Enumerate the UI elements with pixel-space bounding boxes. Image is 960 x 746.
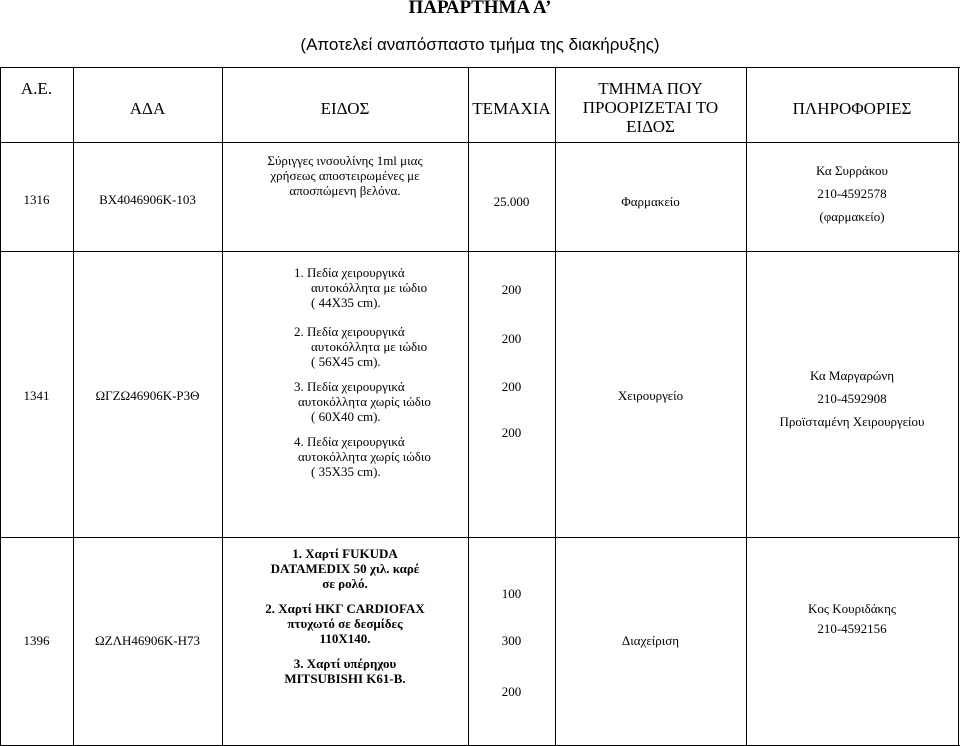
contact-name: Κος Κουριδάκης: [807, 601, 897, 616]
items-table: [0, 67, 960, 746]
item-line: Χαρτί υπέρηχου: [306, 656, 397, 671]
row-department: Φαρμακείο: [621, 194, 680, 209]
list-item: [222, 546, 468, 591]
item-number: 2.: [294, 324, 304, 339]
item-number: 3.: [294, 379, 304, 394]
list-item: [294, 379, 405, 394]
item-line: αυτοκόλλητα με ιώδιο: [311, 339, 428, 354]
item-number: 3.: [293, 656, 304, 671]
item-line: ( 35Χ35 cm).: [311, 464, 381, 479]
contact-name: Κα Μαργαρώνη: [809, 368, 895, 383]
table-rule: [0, 251, 960, 252]
contact-name: Κα Συρράκου: [816, 163, 888, 178]
contact-note: Προϊσταμένη Χειρουργείου: [779, 414, 925, 429]
list-item: [294, 265, 405, 280]
item-number: 4.: [294, 434, 304, 449]
row-ae: 1341: [23, 388, 50, 403]
table-rule: [0, 67, 960, 68]
row-quantity: 25.000: [493, 194, 530, 209]
item-line: Πεδία χειρουργικά: [307, 265, 405, 280]
item-line: MITSUBISHI K61-B.: [284, 671, 406, 686]
item-line: DATAMEDIX 50 χιλ. καρέ: [270, 561, 420, 576]
item-line: ( 44Χ35 cm).: [311, 295, 381, 310]
item-line: ( 60Χ40 cm).: [311, 409, 381, 424]
row-quantity: 200: [501, 282, 522, 297]
row-department: Διαχείριση: [621, 633, 680, 648]
row-quantity: 200: [501, 684, 522, 699]
item-line: αυτοκόλλητα χωρίς ιώδιο: [298, 449, 431, 464]
item-line: [222, 656, 468, 671]
item-line: Χαρτί ΗΚΓ CARDIOFAX: [278, 601, 425, 616]
row-ae: 1316: [23, 192, 50, 207]
item-line: Πεδία χειρουργικά: [307, 324, 405, 339]
row-item-description: [222, 153, 468, 198]
item-line: [222, 601, 468, 616]
contact-phone: 210-4592578: [817, 186, 887, 201]
row-contact: [746, 364, 958, 433]
row-ada: ΩΖΛΗ46906Κ-Η73: [94, 633, 201, 648]
item-line: αυτοκόλλητα χωρίς ιώδιο: [298, 394, 431, 409]
row-ae: 1396: [23, 633, 50, 648]
row-quantity: 200: [501, 379, 522, 394]
row-department: Χειρουργείο: [617, 388, 684, 403]
item-line: [222, 546, 468, 561]
row-ada: ΩΓΖΩ46906Κ-Ρ3Θ: [95, 388, 200, 403]
list-item: [222, 656, 468, 686]
item-line: Πεδία χειρουργικά: [307, 434, 405, 449]
row-ada: ΒΧ4046906Κ-103: [99, 192, 196, 207]
table-rule: [0, 142, 960, 143]
item-line: Πεδία χειρουργικά: [307, 379, 405, 394]
row-quantity: 200: [501, 331, 522, 346]
row-contact: [746, 159, 958, 228]
page-subtitle: (Αποτελεί αναπόσπαστο τμήμα της διακήρυξης): [300, 35, 660, 54]
header-ae: Α.Ε.: [20, 79, 53, 98]
list-item: [294, 434, 405, 449]
item-number: 2.: [265, 601, 275, 616]
contact-phone: 210-4592908: [817, 391, 887, 406]
list-item: [222, 601, 468, 646]
item-line: αποσπώμενη βελόνα.: [289, 183, 401, 198]
contact-phone: 210-4592156: [817, 621, 887, 636]
header-tmima-line: ΠΡΟΟΡΙΖΕΤΑΙ ΤΟ: [582, 98, 719, 117]
item-line: αυτοκόλλητα με ιώδιο: [311, 280, 428, 295]
contact-note: (φαρμακείο): [819, 209, 885, 224]
row-quantity: 100: [501, 586, 522, 601]
page-title: ΠΑΡΑΡΤΗΜΑ Α’: [408, 0, 552, 18]
list-item: [294, 324, 405, 339]
item-line: Χαρτί FUKUDA: [305, 546, 398, 561]
item-line: χρήσεως αποστειρωμένες με: [270, 168, 420, 183]
item-line: 110Χ140.: [319, 631, 371, 646]
item-line: πτυχωτό σε δεσμίδες: [287, 616, 403, 631]
header-eidos: ΕΙΔΟΣ: [320, 99, 370, 118]
table-rule: [0, 537, 960, 538]
header-tmima: [555, 79, 746, 136]
item-line: σε ρολό.: [322, 576, 368, 591]
item-number: 1.: [294, 265, 304, 280]
header-tmima-line: ΕΙΔΟΣ: [626, 117, 675, 136]
item-line: ( 56Χ45 cm).: [311, 354, 381, 369]
item-line: Σύριγγες ινσουλίνης 1ml μιας: [267, 153, 423, 168]
header-tmima-line: ΤΜΗΜΑ ΠΟΥ: [598, 79, 703, 98]
header-ada: ΑΔΑ: [129, 99, 166, 118]
row-quantity: 300: [501, 633, 522, 648]
row-contact: [746, 599, 958, 639]
table-rule: [958, 67, 959, 746]
header-temaxia: ΤΕΜΑΧΙΑ: [472, 99, 551, 118]
item-number: 1.: [292, 546, 302, 561]
row-quantity: 200: [501, 425, 522, 440]
header-plirofories: ΠΛΗΡΟΦΟΡΙΕΣ: [792, 99, 912, 118]
